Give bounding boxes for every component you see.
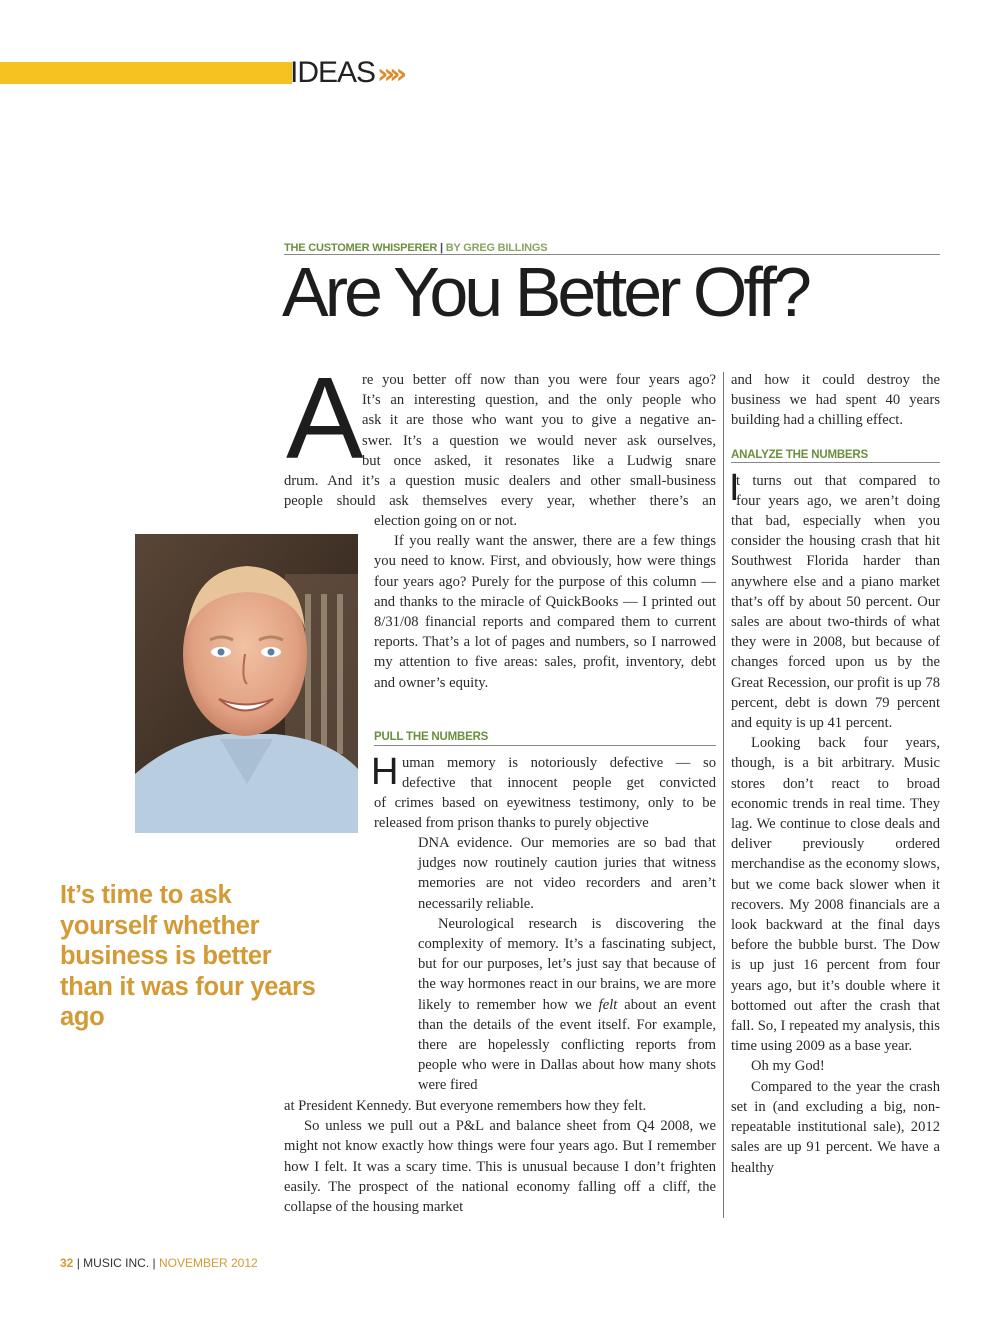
- magazine-name: MUSIC INC.: [83, 1256, 150, 1270]
- paragraph: that bad, especially when you consider the housing crash that hit Southwest Florida harder than anywhere else and a piano market that’s off by about 50 percent. Our sales are about two-thirds of what they were in 2008, but because of changes forced upon us by the Great Recession, our profit is up 78 percent, debt is down 79 percent and equity is up 41 percent. Looking back four years, though, is a bit arbitrary. Music stores don’t react to broad economic trends in real time. They lag. We continue to close deals and deliver previously ordered merchandise as the economy slows, but we come back slower when it recovers. My 2008 financials are a look backward at the final days before the bubble burst. The Dow is up just 16 percent from four years ago, but it’s double where it bottomed out after the crash that fall. So, I repeated my analysis, this time using 2009 as a base year. Oh my God! Compared to the year the crash set in (and excluding a big, non-repeatable institutional sale), 2012 sales are up 91 percent. We have a healthy: [731, 513, 940, 1176]
- subhead-rule: [374, 745, 716, 746]
- paragraph-drop-h: uman memory is notoriously defective — so defective that innocent people get convicted: [402, 755, 716, 792]
- subhead-rule: [731, 462, 940, 463]
- paragraph: Neurological research is discovering the complexity of memory. It’s a fascinating subject, but for our purposes, let’s just say that because of the way hormones react in our brains, we are more likely to remember how we felt about an event than the details of the event itself. For example, there are hopelessly conflicting reports from people who were in Dallas about how many shots were fired: [418, 915, 716, 1094]
- drop-cap: A: [286, 353, 364, 483]
- subhead-analyze-the-numbers: ANALYZE THE NUMBERS: [731, 449, 868, 461]
- subhead-pull-the-numbers: PULL THE NUMBERS: [374, 731, 489, 743]
- author-photo: [135, 534, 358, 833]
- page-footer: 32 | MUSIC INC. | NOVEMBER 2012: [60, 1256, 258, 1270]
- byline: BY GREG BILLINGS: [445, 242, 548, 254]
- section-label: [290, 57, 401, 89]
- column-name: THE CUSTOMER WHISPERER: [284, 242, 438, 254]
- drop-cap: H: [371, 751, 399, 793]
- article-headline: Are You Better Off?: [282, 253, 808, 331]
- paragraph: at President Kennedy. But everyone remembers how they felt. So unless we pull out a P&L and balance sheet from Q4 2008, we might not know exactly how things were four years ago. But I remember how I felt. It was a scary time. This is unusual because I don’t frighten easily. The prospect of the national economy falling off a cliff, the collapse of the housing market: [284, 1098, 716, 1216]
- page-number: 32: [60, 1256, 74, 1270]
- column-divider: [723, 372, 724, 1218]
- section-title: IDEAS: [290, 56, 376, 89]
- paragraph-drop-i: t turns out that compared to four years ago, we aren’t doing: [736, 473, 940, 510]
- section-accent-bar: [0, 62, 292, 84]
- paragraph: If you really want the answer, there are a few things you need to know. First, and obviously, how were things four years ago? Purely for the purpose of this column — and thanks to the miracle of QuickBooks — I printed out 8/31/08 financial reports and compared them to current reports. That’s a lot of pages and numbers, so I narrowed my attention to five areas: sales, profit, inventory, debt and owner’s equity.: [374, 533, 716, 691]
- intro-paragraph-end: election going on or not. If you really want the answer, there are a few things you need to know. First, and obviously, how were things four years ago? Purely for the purpose of this column — and thanks to the miracle of QuickBooks — I printed out 8/31/08 financial reports and compared them to current reports. That’s a lot of pages and numbers, so I narrowed my attention to five areas: sales, profit, inventory, debt and owner’s equity.: [374, 511, 716, 693]
- paragraph: of crimes based on eyewitness testimony, only to be released from prison thanks to purely objective: [374, 795, 716, 832]
- paragraph-wrap: DNA evidence. Our memories are so bad that judges now routinely caution juries that witness memories are not video recorders and aren’t necessarily reliable. Neurological research is discovering the complexity of memory. It’s a fascinating subject, but for our purposes, let’s just say that because of the way hormones react in our brains, we are more likely to remember how we felt about an event than the details of the event itself. For example, there are hopelessly conflicting reports from people who were in Dallas about how many shots were fired: [418, 833, 716, 1096]
- column-kicker: THE CUSTOMER WHISPERER | BY GREG BILLINGS: [284, 242, 548, 254]
- drop-cap: I: [729, 467, 740, 509]
- chevron-right-icon: »»: [377, 56, 402, 90]
- issue-date: NOVEMBER 2012: [158, 1256, 258, 1270]
- pull-quote: It’s time to ask yourself whether business is better than it was four years ago: [60, 881, 316, 1031]
- intro-paragraph-wrap: re you better off now than you were four years ago? It’s an interesting question, and the only people who ask it are those who want you to give a negative an- swer. It’s a question we would never ask ourselves, but once asked, it resonates like a Ludwig snare: [362, 372, 716, 469]
- intro-paragraph-full: drum. And it’s a question music dealers and other small-business people should ask themselves every year, whether there’s an: [284, 473, 716, 510]
- paragraph: and how it could destroy the business we had spent 40 years building had a chilling effect.: [731, 372, 940, 429]
